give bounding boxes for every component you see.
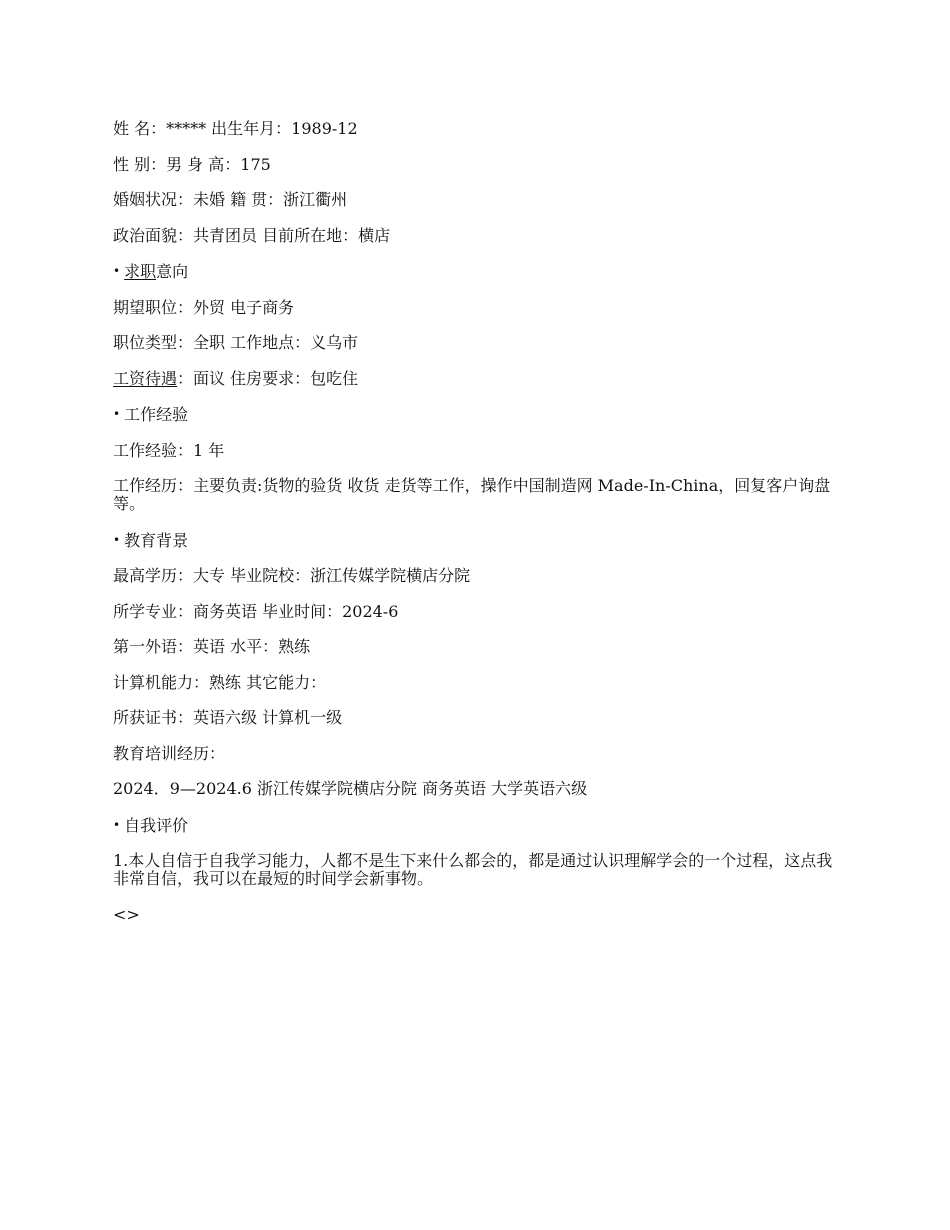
computer-skills-line: 计算机能力：熟练 其它能力： — [113, 672, 327, 692]
education-major-graduation-line: 所学专业：商务英语 毕业时间：2024-6 — [113, 601, 399, 621]
training-history-entry: 2024．9—2024.6 浙江传媒学院横店分院 商务英语 大学英语六级 — [113, 779, 588, 798]
education-degree-school-line: 最高学历：大专 毕业院校：浙江传媒学院横店分院 — [113, 566, 471, 585]
work-history-paragraph: 工作经历：主要负责:货物的验货 收货 走货等工作，操作中国制造网 Made-In-China，回复客户询盘等。 — [113, 476, 831, 513]
section-heading-education — [113, 531, 833, 550]
self-eval-heading: 自我评价 — [124, 815, 189, 835]
section-heading-intent — [113, 262, 833, 281]
bullet-icon: • — [113, 532, 121, 547]
education-heading: 教育背景 — [124, 530, 189, 550]
foreign-language-line: 第一外语：英语 水平：熟练 — [113, 637, 311, 656]
bullet-icon: • — [113, 264, 121, 278]
intent-heading-underlined: 求职 — [124, 262, 157, 281]
marital-origin-line: 婚姻状况：未婚 籍 贯：浙江衢州 — [113, 190, 348, 209]
intent-heading-rest: 意向 — [156, 262, 189, 281]
bullet-icon: • — [113, 817, 121, 832]
training-history-label: 教育培训经历： — [113, 743, 226, 763]
section-heading-work — [113, 405, 833, 424]
work-experience-years-line: 工作经验：1 年 — [113, 440, 225, 460]
section-heading-self-eval — [113, 816, 833, 835]
resume-document — [113, 120, 833, 941]
certificates-line: 所获证书：英语六级 计算机一级 — [113, 708, 343, 727]
political-location-line: 政治面貌：共青团员 目前所在地：横店 — [113, 225, 391, 245]
gender-height-line: 性 别：男 身 高：175 — [113, 154, 271, 174]
self-eval-paragraph: 1.本人自信于自我学习能力，人都不是生下来什么都会的，都是通过认识理解学会的一个过程，这点我非常自信，我可以在最短的时间学会新事物。 — [113, 851, 833, 888]
bullet-icon: • — [113, 407, 121, 421]
name-birth-line: 姓 名：***** 出生年月：1989-12 — [113, 119, 358, 138]
work-heading: 工作经验 — [124, 405, 189, 424]
salary-label-underlined: 工资待遇 — [113, 368, 178, 388]
salary-housing-rest: ：面议 住房要求：包吃住 — [177, 368, 359, 388]
desired-position-line: 期望职位：外贸 电子商务 — [113, 297, 295, 317]
job-type-location-line: 职位类型：全职 工作地点：义乌市 — [113, 333, 359, 352]
footer-mark: <> — [113, 904, 140, 924]
salary-housing-line — [113, 370, 833, 388]
